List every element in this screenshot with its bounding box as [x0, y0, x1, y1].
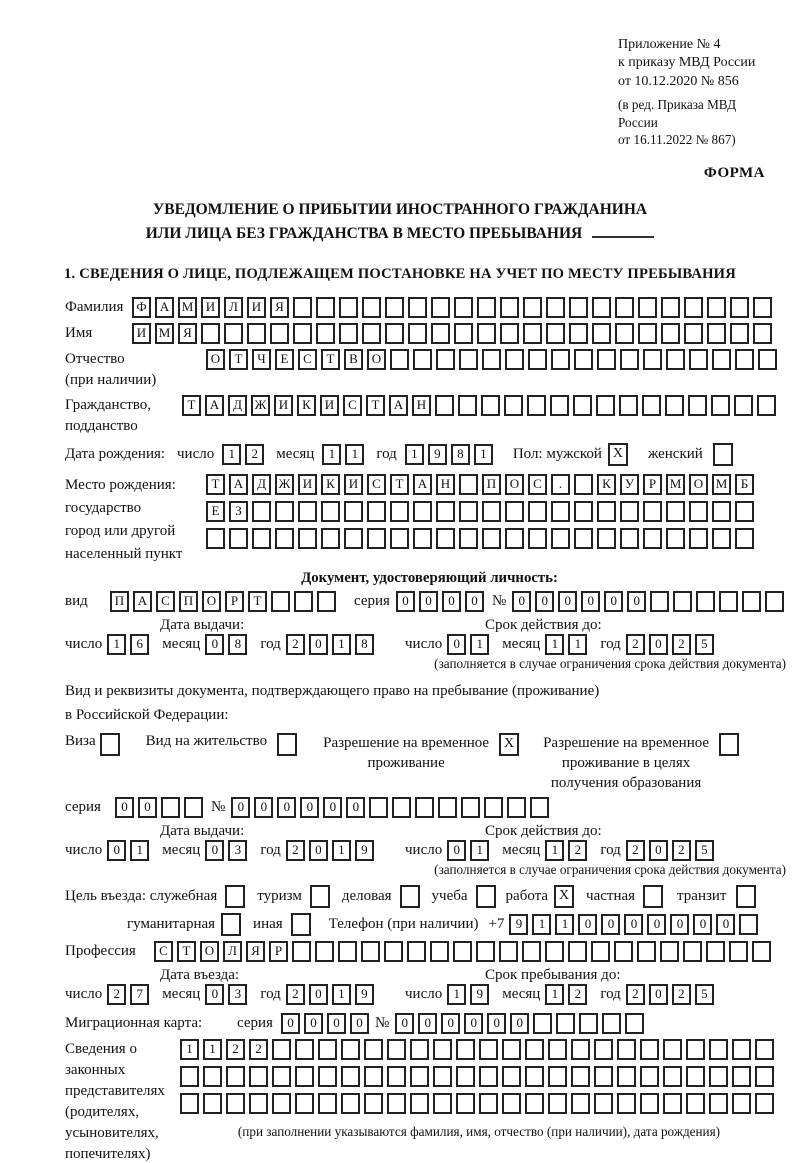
purpose-study-label: учеба [431, 887, 468, 904]
surname-row [65, 297, 794, 318]
surname-label: Фамилия [65, 298, 124, 315]
migcard-series-label: серия [237, 1014, 273, 1031]
form-body [0, 283, 800, 1163]
sex-male-checkbox[interactable]: X [608, 443, 632, 466]
given-name-input[interactable]: И М Я [132, 323, 776, 344]
birth-month-input[interactable]: 1 1 [322, 444, 368, 465]
doc-expiry-month-input[interactable]: 1 1 [545, 634, 591, 655]
section1-title: 1. СВЕДЕНИЯ О ЛИЦЕ, ПОДЛЕЖАЩЕМ ПОСТАНОВКЕ НА УЧЕТ ПО МЕСТУ ПРЕБЫВАНИЯ [64, 265, 736, 282]
doc-series-input[interactable]: 0 0 0 0 [396, 591, 488, 612]
doc-kind-label: вид [65, 592, 88, 609]
doc-number-input[interactable]: 0 0 0 0 0 0 [512, 591, 788, 612]
birth-day-input[interactable]: 1 2 [222, 444, 268, 465]
permit-expiry-label: Срок действия до: [485, 822, 602, 839]
migcard-number-input[interactable]: 0 0 0 0 0 0 [395, 1013, 648, 1034]
purpose-row2 [65, 913, 794, 936]
representatives-input-row3[interactable] [180, 1093, 778, 1114]
birth-year-input[interactable]: 1 9 8 1 [405, 444, 497, 465]
patronymic-label: Отчество (при наличии) [65, 350, 157, 388]
migration-card-row [65, 1013, 794, 1034]
purpose-label: Цель въезда: служебная [65, 887, 218, 904]
stay-year-input[interactable]: 2 0 2 5 [626, 984, 718, 1005]
purpose-official-checkbox[interactable] [225, 885, 249, 908]
phone-input[interactable]: 9 1 1 0 0 0 0 0 0 0 [509, 914, 762, 935]
stay-month-input[interactable]: 1 2 [545, 984, 591, 1005]
purpose-humanitarian-checkbox[interactable] [221, 913, 245, 936]
permit-series-row [65, 797, 794, 818]
purpose-transit-label: транзит [677, 887, 727, 904]
permit-expiry-month-input[interactable]: 1 2 [545, 840, 591, 861]
representatives-input-row2[interactable] [180, 1066, 778, 1087]
purpose-business-label: деловая [341, 887, 392, 904]
year-label: год [376, 445, 397, 462]
purpose-work-checkbox[interactable]: X [554, 885, 578, 908]
profession-row [65, 941, 794, 962]
permit-dates-row: число 0 1 месяц 0 3 год 2 0 1 9 число 0 1 месяц 1 2 год 2 0 2 5 [65, 840, 794, 861]
ref-line-3: от 10.12.2020 № 856 [618, 73, 739, 89]
citizenship-row [65, 395, 794, 437]
day-label: число [177, 445, 215, 462]
migcard-number-label: № [374, 1014, 390, 1031]
doc-issue-month-input[interactable]: 0 8 [205, 634, 251, 655]
reference-block [618, 36, 770, 149]
citizenship-label: Гражданство, подданство [65, 396, 152, 434]
permit-issue-month-input[interactable]: 0 3 [205, 840, 251, 861]
permit-series-input[interactable]: 0 0 [115, 797, 207, 818]
permit-series-label: серия [65, 798, 101, 815]
ref-line-5: от 16.11.2022 № 867) [618, 132, 736, 148]
residence-doc-options [65, 733, 794, 793]
doc-series-label: серия [354, 592, 390, 609]
permit-issue-year-input[interactable]: 2 0 1 9 [286, 840, 378, 861]
residence-doc-caption: Вид и реквизиты документа, подтверждающего право на пребывание (проживание) в Российской Федерации: [65, 682, 600, 723]
migration-card-label: Миграционная карта: [65, 1014, 203, 1031]
form-title-line1: УВЕДОМЛЕНИЕ О ПРИБЫТИИ ИНОСТРАННОГО ГРАЖДАНИНА [152, 200, 648, 218]
permit-validity-note: (заполняется в случае ограничения срока действия документа) [434, 861, 786, 877]
permit-number-input[interactable]: 0 0 0 0 0 0 [231, 797, 553, 818]
form-label: ФОРМА [703, 164, 765, 181]
purpose-other-checkbox[interactable] [291, 913, 315, 936]
patronymic-row [65, 349, 794, 391]
profession-label: Профессия [65, 942, 136, 959]
birthplace-block [65, 474, 794, 566]
residence-permit-label: Вид на жительство [145, 732, 268, 749]
profession-input[interactable]: С Т О Л Я Р [154, 941, 775, 962]
residence-permit-checkbox[interactable] [277, 733, 301, 756]
purpose-tourism-checkbox[interactable] [310, 885, 334, 908]
entry-purpose-row [65, 885, 794, 908]
doc-expiry-label: Срок действия до: [485, 616, 602, 633]
entry-month-input[interactable]: 0 3 [205, 984, 251, 1005]
temp-residence-edu-label: Разрешение на временное проживание в целях получения образования [543, 734, 710, 791]
purpose-private-label: частная [586, 887, 636, 904]
ref-line-2: к приказу МВД России [618, 55, 756, 71]
representatives-input-row1[interactable]: 1 1 2 2 [180, 1039, 778, 1060]
purpose-private-checkbox[interactable] [643, 885, 667, 908]
birthplace-input-row1[interactable]: Т А Д Ж И К И С Т А Н П О С . К У Р М О М Б [206, 474, 758, 495]
temp-residence-checkbox[interactable]: X [499, 733, 523, 756]
temp-residence-label: Разрешение на временное проживание [323, 734, 490, 771]
visa-checkbox[interactable] [100, 733, 124, 756]
purpose-other-label: иная [253, 915, 283, 932]
doc-validity-note: (заполняется в случае ограничения срока действия документа) [434, 655, 786, 671]
birthplace-input-row2[interactable]: Е З [206, 501, 758, 522]
form-title [0, 198, 800, 246]
citizenship-input[interactable]: Т А Д Ж И К И С Т А Н [182, 395, 780, 416]
permit-dates-labels [65, 823, 794, 840]
stay-until-label: Срок пребывания до: [485, 966, 621, 983]
phone-prefix: +7 [488, 915, 505, 932]
sex-female-label: женский [647, 445, 703, 462]
doc-issue-year-input[interactable]: 2 0 1 8 [286, 634, 378, 655]
birth-date-row [65, 443, 794, 466]
doc-expiry-year-input[interactable]: 2 0 2 5 [626, 634, 718, 655]
ref-line-4: (в ред. Приказа МВД России [618, 97, 737, 130]
entry-dates-labels [65, 967, 794, 984]
birth-date-label: Дата рождения: [65, 445, 166, 462]
permit-expiry-day-input[interactable]: 0 1 [447, 840, 493, 861]
identity-doc-header: Документ, удостоверяющий личность: [301, 569, 558, 586]
doc-dates-labels [65, 617, 794, 634]
birthplace-label: Место рождения: государство город или другой населенный пункт [65, 476, 183, 562]
entry-day-input[interactable]: 2 7 [107, 984, 153, 1005]
purpose-business-checkbox[interactable] [400, 885, 424, 908]
ref-line-1: Приложение № 4 [618, 37, 721, 52]
patronymic-input[interactable]: О Т Ч Е С Т В О [206, 349, 781, 370]
surname-input[interactable]: Ф А М И Л И Я [132, 297, 776, 318]
visa-label: Виза [65, 732, 96, 749]
permit-number-label: № [211, 798, 226, 815]
doc-expiry-day-input[interactable]: 0 1 [447, 634, 493, 655]
temp-residence-edu-checkbox[interactable] [719, 733, 743, 756]
month-label: месяц [276, 445, 315, 462]
entry-date-label: Дата въезда: [160, 966, 240, 983]
title-underline [592, 236, 654, 238]
permit-expiry-year-input[interactable]: 2 0 2 5 [626, 840, 718, 861]
given-name-label: Имя [65, 324, 93, 341]
permit-issue-label: Дата выдачи: [160, 822, 245, 839]
representatives-note: (при заполнении указываются фамилия, имя, отчество (при наличии), дата рождения) [237, 1123, 721, 1139]
representatives-block [65, 1039, 794, 1163]
purpose-transit-checkbox[interactable] [736, 885, 760, 908]
sex-female-checkbox[interactable] [713, 443, 737, 466]
form-title-line2: ИЛИ ЛИЦА БЕЗ ГРАЖДАНСТВА В МЕСТО ПРЕБЫВАНИЯ [145, 224, 583, 242]
phone-label: Телефон (при наличии) [328, 915, 479, 932]
doc-type-input[interactable]: П А С П О Р Т [110, 591, 340, 612]
doc-issue-day-input[interactable]: 1 6 [107, 634, 153, 655]
entry-dates-row: число 2 7 месяц 0 3 год 2 0 1 9 число 1 9 месяц 1 2 год 2 0 2 5 [65, 984, 794, 1005]
given-name-row [65, 323, 794, 344]
doc-type-row [65, 591, 794, 612]
purpose-study-checkbox[interactable] [476, 885, 500, 908]
purpose-humanitarian-label: гуманитарная [127, 915, 216, 932]
sex-male-label: Пол: мужской [512, 445, 602, 462]
purpose-tourism-label: туризм [257, 887, 302, 904]
birthplace-input-row3[interactable] [206, 528, 758, 549]
doc-number-label: № [491, 592, 507, 609]
doc-issue-label: Дата выдачи: [160, 616, 245, 633]
purpose-work-label: работа [505, 887, 549, 904]
representatives-label: Сведения о законных представителях (родителях, усыновителях, попечителях) [65, 1040, 165, 1162]
migcard-series-input[interactable]: 0 0 0 0 [281, 1013, 373, 1034]
doc-dates-row: число 1 6 месяц 0 8 год 2 0 1 8 число 0 1 месяц 1 1 год 2 0 2 5 [65, 634, 794, 655]
stay-day-input[interactable]: 1 9 [447, 984, 493, 1005]
entry-year-input[interactable]: 2 0 1 9 [286, 984, 378, 1005]
permit-issue-day-input[interactable]: 0 1 [107, 840, 153, 861]
